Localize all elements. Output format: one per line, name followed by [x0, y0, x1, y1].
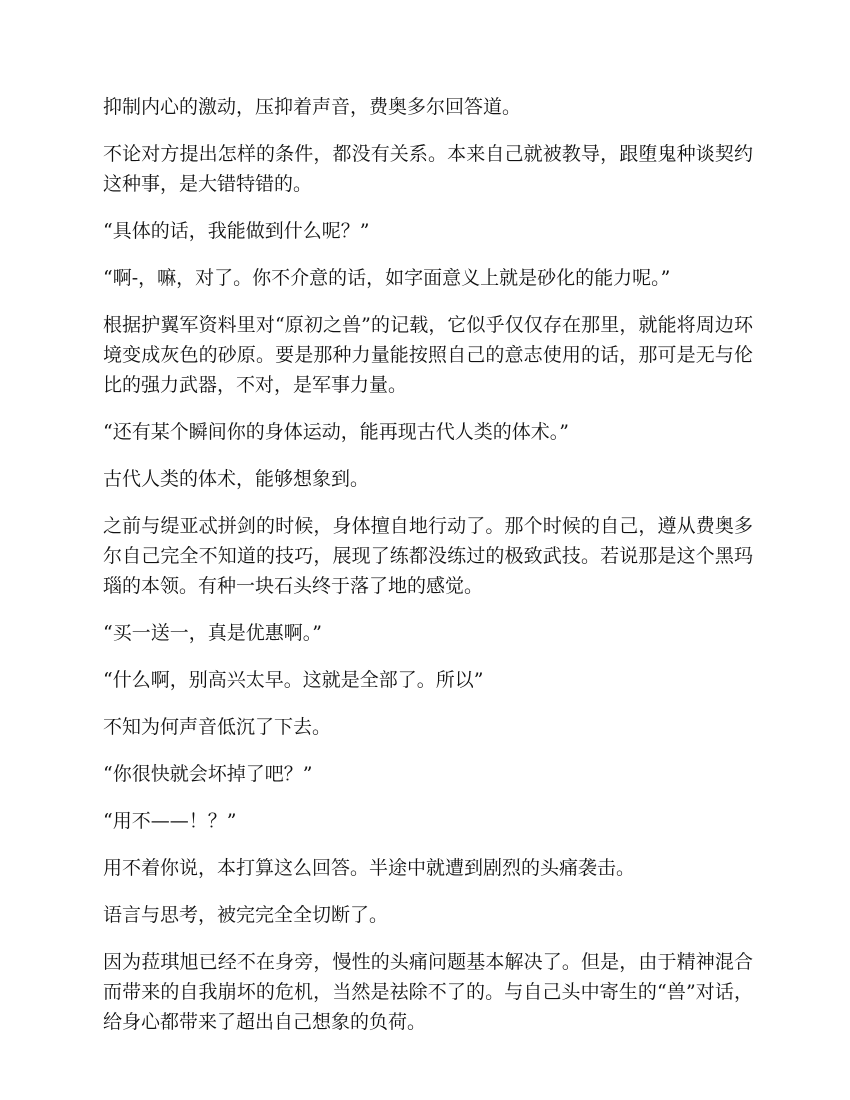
paragraph: “啊-，嘛，对了。你不介意的话，如字面意义上就是砂化的能力呢。”: [103, 267, 671, 289]
document-page: [103, 92, 753, 1054]
paragraph: 根据护翼军资料里对“原初之兽”的记载，它似乎仅仅存在那里，就能将周边环境变成灰色的砂原。要是那种力量能按照自己的意志使用的话，那可是无与伦比的强力武器，不对，是军事力量。: [103, 314, 753, 396]
paragraph: 不知为何声音低沉了下去。: [103, 716, 332, 738]
paragraph: 古代人类的体术，能够想象到。: [103, 468, 370, 490]
paragraph: “你很快就会坏掉了吧？”: [103, 763, 313, 785]
paragraph: “用不——！？”: [103, 810, 237, 832]
paragraph: 不论对方提出怎样的条件，都没有关系。本来自己就被教导，跟堕鬼种谈契约这种事，是大错特错的。: [103, 143, 753, 195]
paragraph: 语言与思考，被完完全全切断了。: [103, 904, 389, 926]
paragraph: 用不着你说，本打算这么回答。半途中就遭到剧烈的头痛袭击。: [103, 857, 636, 879]
paragraph: “具体的话，我能做到什么呢？”: [103, 220, 370, 242]
paragraph: “还有某个瞬间你的身体运动，能再现古代人类的体术。”: [103, 421, 569, 443]
paragraph: “买一送一，真是优惠啊。”: [103, 622, 322, 644]
paragraph: 抑制内心的激动，压抑着声音，费奥多尔回答道。: [103, 96, 522, 118]
paragraph: “什么啊，别高兴太早。这就是全部了。所以”: [103, 669, 484, 691]
paragraph: 之前与缇亚忒拼剑的时候，身体擅自地行动了。那个时候的自己，遵从费奥多尔自己完全不知道的技巧，展现了练都没练过的极致武技。若说那是这个黑玛瑙的本领。有种一块石头终于落了地的感觉。: [103, 515, 753, 597]
paragraph: 因为菈琪旭已经不在身旁，慢性的头痛问题基本解决了。但是，由于精神混合而带来的自我崩坏的危机，当然是祛除不了的。与自己头中寄生的“兽”对话，给身心都带来了超出自己想象的负荷。: [103, 951, 753, 1033]
